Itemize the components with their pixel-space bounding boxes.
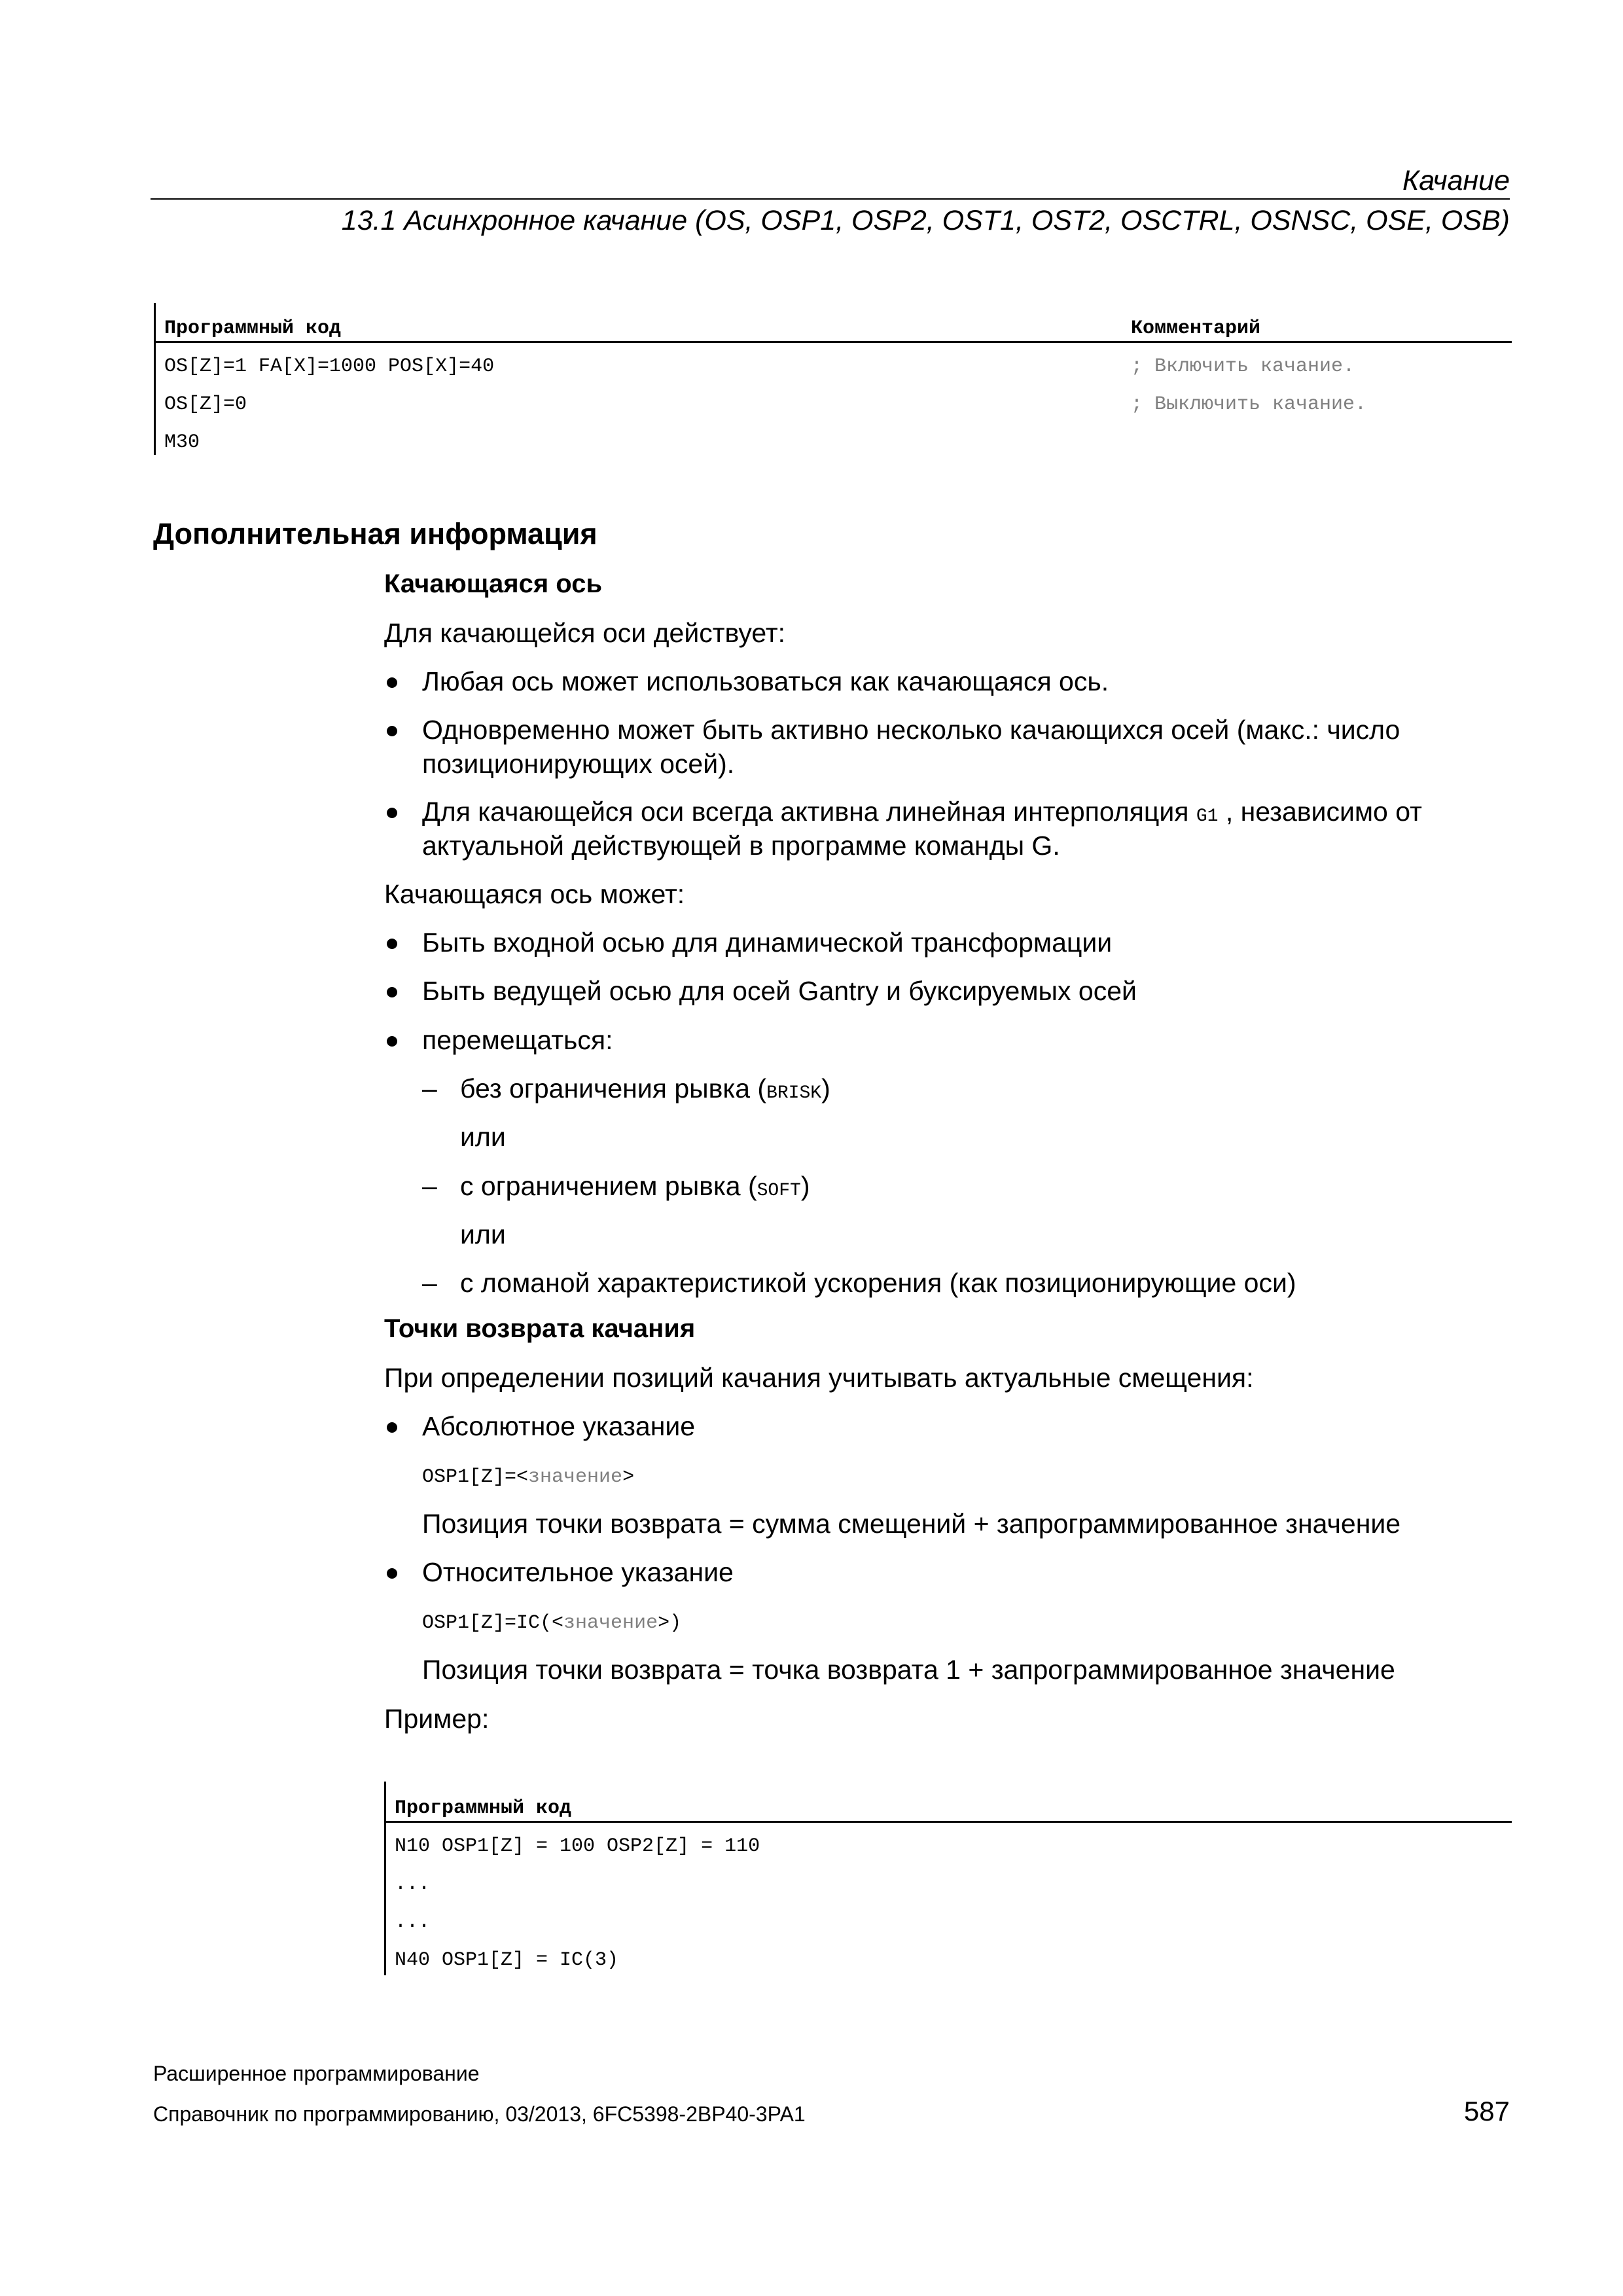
code-line: N40 OSP1[Z] = IC(3) [395, 1949, 619, 1971]
section-heading: Дополнительная информация [153, 517, 597, 550]
list-item-continuation: позиционирующих осей). [422, 749, 735, 779]
code-line: N10 OSP1[Z] = 100 OSP2[Z] = 110 [395, 1835, 760, 1857]
code-table-1 [154, 303, 1512, 455]
col-header-code: Программный код [395, 1797, 572, 1820]
page-number: 587 [1463, 2096, 1510, 2126]
code-line: ... [395, 1911, 431, 1933]
running-header-section: 13.1 Асинхронное качание (OS, OSP1, OSP2, OST1, OST2, OSCTRL, OSNSC, OSE, OSB) [341, 205, 1510, 236]
paragraph: Пример: [384, 1704, 490, 1734]
code-comment: ; Выключить качание. [1131, 393, 1367, 416]
paragraph: Позиция точки возврата = точка возврата 1 + запрограммированное значение [422, 1655, 1395, 1685]
code-line: M30 [164, 431, 200, 454]
connector-text: или [460, 1122, 506, 1152]
paragraph: При определении позиций качания учитывать актуальные смещения: [384, 1363, 1254, 1393]
paragraph: Для качающейся оси действует: [384, 618, 786, 648]
dash-marker: – [422, 1268, 437, 1298]
footer-reference: Справочник по программированию, 03/2013, 6FC5398-2BP40-3PA1 [153, 2102, 806, 2126]
subheading-oscillating-axis: Качающаяся ось [384, 569, 603, 598]
dash-marker: – [422, 1073, 437, 1103]
inline-code: BRISK [766, 1083, 822, 1103]
code-line: OS[Z]=1 FA[X]=1000 POS[X]=40 [164, 355, 495, 378]
code-table-header [386, 1782, 1512, 1823]
paragraph: Качающаяся ось может: [384, 879, 685, 909]
running-header-chapter: Качание [1402, 165, 1510, 196]
subheading-reversal-points: Точки возврата качания [384, 1314, 696, 1343]
code-line: OS[Z]=0 [164, 393, 247, 416]
code-snippet: OSP1[Z]=IC(<значение>) [422, 1612, 682, 1634]
code-line: ... [395, 1873, 431, 1895]
code-snippet: OSP1[Z]=<значение> [422, 1466, 635, 1488]
code-table-header [156, 303, 1512, 343]
dash-marker: – [422, 1171, 437, 1201]
col-header-code: Программный код [164, 317, 342, 340]
code-table-2 [384, 1782, 1512, 1975]
col-header-comment: Комментарий [1131, 317, 1261, 340]
inline-code: SOFT [757, 1181, 801, 1201]
connector-text: или [460, 1219, 506, 1249]
inline-code: G1 [1196, 806, 1219, 827]
paragraph: Позиция точки возврата = сумма смещений + запрограммированное значение [422, 1509, 1401, 1539]
code-comment: ; Включить качание. [1131, 355, 1355, 378]
footer-title: Расширенное программирование [153, 2062, 480, 2085]
header-divider [151, 198, 1510, 200]
list-item-continuation: актуальной действующей в программе команды G. [422, 831, 1060, 861]
